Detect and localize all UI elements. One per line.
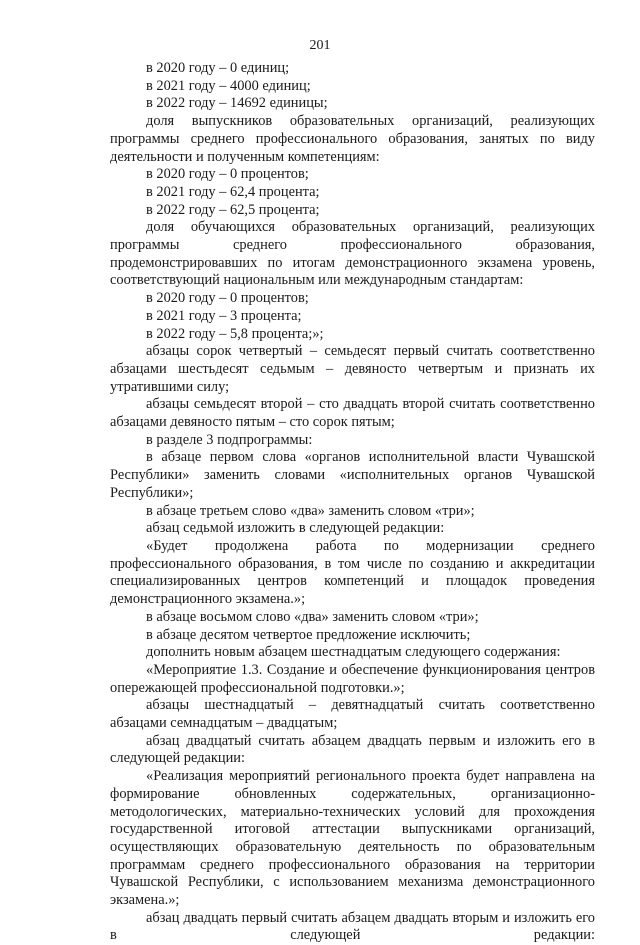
paragraph: в 2020 году – 0 единиц; (146, 60, 290, 76)
paragraph: в разделе 3 подпрограммы: (146, 431, 313, 448)
paragraph: дополнить новым абзацем шестнадцатым следующего содержания: (146, 644, 561, 661)
paragraph: доля обучающихся образовательных организаций, реализующих программы среднего профессионального образования, продемонстрировавших по итогам демонстрационного экзамена уровень, соответствующий национальным или международным стандартам: (110, 219, 595, 289)
paragraph: в 2022 году – 5,8 процента;»; (146, 325, 324, 342)
page-number: 201 (309, 38, 331, 53)
paragraph: абзацы шестнадцатый – девятнадцатый считать соответственно абзацами семнадцатым – двадцатым; (110, 697, 595, 732)
paragraph: в 2021 году – 62,4 процента; (146, 183, 320, 200)
paragraph: «Будет продолжена работа по модернизации среднего профессионального образования, в том числе по созданию и аккредитации специализированных центров компетенций и площадок проведения демонстрационного экзамена.»; (110, 537, 595, 608)
paragraph: «Реализация мероприятий регионального проекта будет направлена на формирование обновленных содержательных, организационно-методологических, материально-технических условий для прохождения государственной итоговой аттестации выпускниками организаций, осуществляющих образовательную деятельность по образовательным программам среднего профессионального образования на территории Чувашской Республики, с использованием механизма демонстрационного экзамена.»; (110, 768, 595, 909)
paragraph: в абзаце третьем слово «два» заменить словом «три»; (146, 502, 475, 519)
paragraph: «Мероприятие 1.3. Создание и обеспечение функционирования центров опережающей профессиональной подготовки.»; (110, 661, 595, 696)
paragraph: в 2021 году – 4000 единиц; (146, 77, 311, 94)
paragraph: в 2022 году – 14692 единицы; (146, 95, 328, 112)
paragraph: абзац двадцатый считать абзацем двадцать первым и изложить его в следующей редакции: (110, 732, 595, 767)
paragraph: в абзаце десятом четвертое предложение исключить; (146, 626, 471, 643)
paragraph: в 2022 году – 62,5 процента; (146, 201, 320, 218)
paragraph: доля выпускников образовательных организаций, реализующих программы среднего профессионального образования, занятых по виду деятельности и полученным компетенциям: (110, 113, 595, 165)
paragraph: абзац двадцать первый считать абзацем двадцать вторым и изложить его в следующей редакции: (110, 909, 595, 944)
document-body (110, 60, 595, 945)
paragraph: абзац седьмой изложить в следующей редакции: (146, 520, 445, 537)
paragraph: в 2020 году – 0 процентов; (146, 290, 309, 307)
paragraph: в абзаце восьмом слово «два» заменить словом «три»; (146, 608, 479, 625)
paragraph: в абзаце первом слова «органов исполнительной власти Чувашской Республики» заменить словами «исполнительных органов Чувашской Республики»; (110, 449, 595, 501)
paragraph: в 2020 году – 0 процентов; (146, 166, 309, 183)
paragraph: абзацы семьдесят второй – сто двадцать второй считать соответственно абзацами девяносто пятым – сто сорок пятым; (110, 396, 595, 431)
paragraph: абзацы сорок четвертый – семьдесят первый считать соответственно абзацами шестьдесят седьмым – девяносто четвертым и признать их утратившими силу; (110, 343, 595, 395)
paragraph: в 2021 году – 3 процента; (146, 307, 302, 324)
